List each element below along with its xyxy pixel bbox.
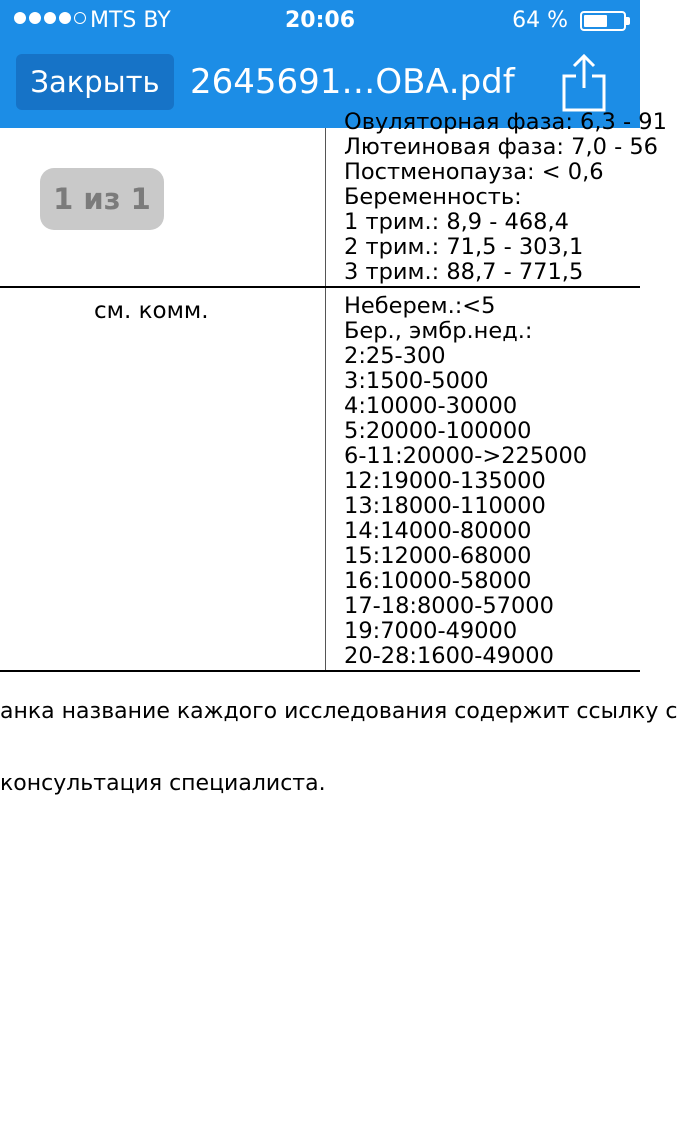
page-indicator: 1 из 1 bbox=[40, 168, 164, 230]
reference-value-line: 2 трим.: 71,5 - 303,1 bbox=[344, 234, 584, 260]
reference-value-line: 17-18:8000-57000 bbox=[344, 593, 554, 619]
reference-value-line: Постменопауза: < 0,6 bbox=[344, 159, 604, 185]
share-button[interactable] bbox=[556, 50, 612, 114]
table-row-divider bbox=[0, 670, 640, 672]
battery-icon bbox=[580, 11, 626, 31]
battery-tip bbox=[626, 17, 630, 25]
footnote-line: консультация специалиста. bbox=[0, 771, 326, 796]
reference-value-line: 14:14000-80000 bbox=[344, 518, 532, 544]
battery-level bbox=[584, 15, 607, 27]
reference-value-line: 15:12000-68000 bbox=[344, 543, 532, 569]
reference-value-line: 3:1500-5000 bbox=[344, 368, 489, 394]
document-title: 2645691…ОВА.pdf bbox=[190, 62, 515, 102]
reference-value-line: 13:18000-110000 bbox=[344, 493, 546, 519]
reference-value-line: 12:19000-135000 bbox=[344, 468, 546, 494]
close-button[interactable]: Закрыть bbox=[16, 54, 174, 110]
table-column-divider bbox=[325, 128, 326, 672]
pdf-page[interactable] bbox=[0, 109, 677, 1136]
reference-value-line: 2:25-300 bbox=[344, 343, 446, 369]
carrier-name: MTS BY bbox=[90, 8, 171, 33]
clock: 20:06 bbox=[284, 8, 356, 33]
reference-value-line: 1 трим.: 8,9 - 468,4 bbox=[344, 209, 569, 235]
reference-value-line: 19:7000-49000 bbox=[344, 618, 518, 644]
reference-value-line: 4:10000-30000 bbox=[344, 393, 518, 419]
reference-value-line: 6-11:20000->225000 bbox=[344, 443, 588, 469]
status-bar bbox=[0, 0, 640, 40]
reference-value-line: 16:10000-58000 bbox=[344, 568, 532, 594]
battery-percentage: 64 % bbox=[512, 8, 568, 33]
share-icon bbox=[556, 50, 612, 114]
reference-value-line: 20-28:1600-49000 bbox=[344, 643, 554, 669]
reference-value-line: Лютеиновая фаза: 7,0 - 56 bbox=[344, 134, 658, 160]
reference-value-line: 5:20000-100000 bbox=[344, 418, 532, 444]
table-row-divider bbox=[0, 286, 640, 288]
reference-value-line: Овуляторная фаза: 6,3 - 91 bbox=[344, 109, 667, 135]
reference-value-line: Неберем.:<5 bbox=[344, 293, 496, 319]
footnote-line: анка название каждого исследования содержит ссылку с bbox=[0, 699, 677, 724]
table-cell-reference-values bbox=[344, 110, 667, 285]
table-cell-result: см. комм. bbox=[94, 298, 209, 324]
reference-value-line: 3 трим.: 88,7 - 771,5 bbox=[344, 259, 584, 285]
table-cell-reference-values bbox=[344, 294, 587, 669]
reference-value-line: Бер., эмбр.нед.: bbox=[344, 318, 533, 344]
reference-value-line: Беременность: bbox=[344, 184, 522, 210]
